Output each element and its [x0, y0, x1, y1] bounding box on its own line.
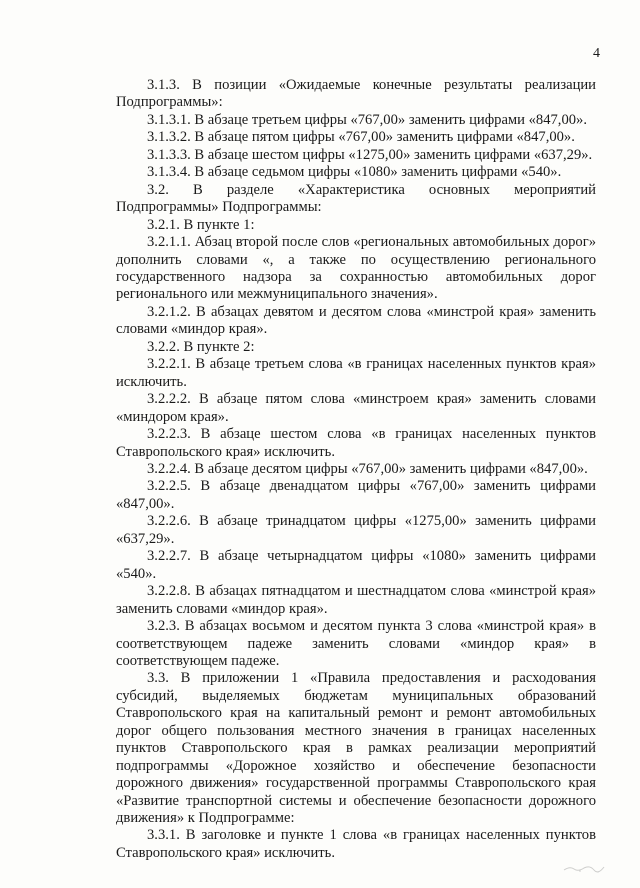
paragraph-3-2-2-5: 3.2.2.5. В абзаце двенадцатом цифры «767,00» заменить цифрами «847,00».: [116, 478, 596, 512]
paragraph-3-2-2-6: 3.2.2.6. В абзаце тринадцатом цифры «1275,00» заменить цифрами «637,29».: [116, 513, 596, 547]
paragraph-3-2-2-8: 3.2.2.8. В абзацах пятнадцатом и шестнадцатом слова «минстрой края» заменить словами «миндор края».: [116, 583, 596, 617]
paragraph-3-2-1-1: 3.2.1.1. Абзац второй после слов «региональных автомобильных дорог» дополнить словами «, а также по осуществлению регионального государственного надзора за сохранностью автомобильных дорог регионального или межмуниципального значения».: [116, 234, 596, 303]
paragraph-3-2-1: 3.2.1. В пункте 1:: [147, 216, 255, 233]
paragraph-3-2-2: 3.2.2. В пункте 2:: [147, 338, 255, 355]
paragraph-3-3: 3.3. В приложении 1 «Правила предоставления и расходования субсидий, выделяемых бюджетам муниципальных образований Ставропольского края на капитальный ремонт и ремонт автомобильных дорог общего пользования местного значения в границах населенных пунктов Ставропольского края в рамках реализации мероприятий подпрограммы «Дорожное хозяйство и обеспечение безопасности дорожного движения» государственной программы Ставропольского края «Развитие транспортной системы и обеспечение безопасности дорожного движения» к Подпрограмме:: [116, 670, 596, 827]
paragraph-3-2: 3.2. В разделе «Характеристика основных мероприятий Подпрограммы» Подпрограммы:: [116, 181, 596, 216]
paragraph-3-1-3-1: 3.1.3.1. В абзаце третьем цифры «767,00» заменить цифрами «847,00».: [147, 111, 587, 128]
paragraph-3-1-3: 3.1.3. В позиции «Ожидаемые конечные результаты реализации Подпрограммы»:: [116, 77, 596, 111]
paragraph-3-2-2-7: 3.2.2.7. В абзаце четырнадцатом цифры «1080» заменить цифрами «540».: [116, 548, 596, 582]
paragraph-3-2-2-2: 3.2.2.2. В абзаце пятом слова «минстроем края» заменить словами «миндором края».: [116, 391, 596, 425]
document-body: [116, 77, 596, 862]
paragraph-3-3-1: 3.3.1. В заголовке и пункте 1 слова «в границах населенных пунктов Ставропольского края» исключить.: [116, 827, 596, 861]
scan-smudge-mark: [562, 862, 606, 874]
paragraph-3-1-3-3: 3.1.3.3. В абзаце шестом цифры «1275,00» заменить цифрами «637,29».: [147, 146, 593, 163]
page-number: 4: [593, 46, 600, 61]
paragraph-3-2-3: 3.2.3. В абзацах восьмом и десятом пункта 3 слова «минстрой края» в соответствующем падеже заменить словами «миндор края» в соответствующем падеже.: [116, 618, 596, 669]
paragraph-3-2-1-2: 3.2.1.2. В абзацах девятом и десятом слова «минстрой края» заменить словами «миндор края».: [116, 303, 596, 338]
paragraph-3-2-2-1: 3.2.2.1. В абзаце третьем слова «в границах населенных пунктов края» исключить.: [116, 356, 596, 390]
paragraph-3-2-2-4: 3.2.2.4. В абзаце десятом цифры «767,00» заменить цифрами «847,00».: [147, 460, 588, 477]
paragraph-3-1-3-4: 3.1.3.4. В абзаце седьмом цифры «1080» заменить цифрами «540».: [147, 164, 562, 181]
paragraph-3-2-2-3: 3.2.2.3. В абзаце шестом слова «в границах населенных пунктов Ставропольского края» исключить.: [116, 426, 596, 460]
paragraph-3-1-3-2: 3.1.3.2. В абзаце пятом цифры «767,00» заменить цифрами «847,00».: [147, 129, 575, 146]
